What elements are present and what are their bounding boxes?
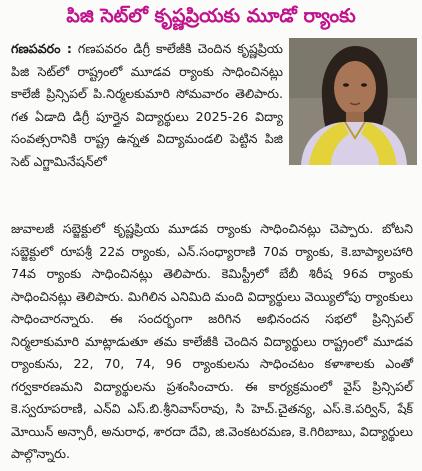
article-body-text: జువాలజీ సబ్జెక్టులో కృష్ణప్రియ మూడవ ర్యాంకు సాధించినట్లు చెప్పారు. బోటని సబ్జెక్టులో రూపశ్రీ 22వ ర్యాంకు, ఎన్.సంధ్యారాణి 70వ ర్యాంకు, కె.బాప్యాలహారి 74వ ర్యాంకు సాధించినట్లు తెలిపారు. కెమిస్ట్రీలో బేబీ శిరీష 96వ ర్యాంకు సాధించినట్లు తెలిపారు. మిగిలిన ఎనిమిది మంది విద్యార్థులు వెయ్యిలోపు ర్యాంకులు సాధించారన్నారు. ఈ సందర్భంగా జరిగిన అభినందన సభలో ప్రిన్సిపల్ నిర్మలాకుమారి మాట్లాడుతూ తమ కాలేజీకి చెందిన విద్యార్థులు రాష్ట్రంలో మూడవ ర్యాంకును, 22, 70, 74, 96 ర్యాంకులను సాధించటం కళాశాలకు ఎంతో గర్వకారణమని విద్యార్థులను ప్రశంసించారు. ఈ కార్యక్రమంలో వైస్ ప్రిన్సిపల్ కె.స్వరూపరాణి, ఎన్‌వి ఎస్.బి.శ్రీనివాస్‌రావు, సి హెచ్.చైతన్య, ఎస్.కె.పర్విన్, షేక్ మోయిన్ అన్సారీ, అనురాధ, శారదా దేవి, జి.వెంకటరమణ, కె.గిరిబాబు, విద్యార్థులు పాల్గొన్నారు. (11, 221, 413, 461)
article-dateline: గణపవరం : (11, 41, 72, 56)
article-headline: పిజి సెట్‌లో కృష్ణప్రియకు మూడో ర్యాంకు (66, 4, 356, 27)
article-body (11, 218, 413, 466)
article-lead-text: గణపవరం డిగ్రీ కాలేజీకి చెందిన కృష్ణప్రియ పిజి సెట్‌లో రాష్ట్రంలో మూడవ ర్యాంకు సాధించినట్లు కాలేజీ ప్రిన్సిపల్ పి.నిర్మలకుమారి సోమవారం తెలిపారు. గత ఏడాది డిగ్రీ పూర్తైన విద్యార్థులు 2025-26 విద్యా సంవత్సరానికి రాష్ట్ర ఉన్నత విద్యామండలి పెట్టిన పిజి సెట్ ఎగ్జామినేషన్‌లో (11, 41, 283, 169)
student-photo (289, 38, 417, 165)
student-portrait-image (289, 38, 417, 165)
article-lead (11, 38, 283, 173)
